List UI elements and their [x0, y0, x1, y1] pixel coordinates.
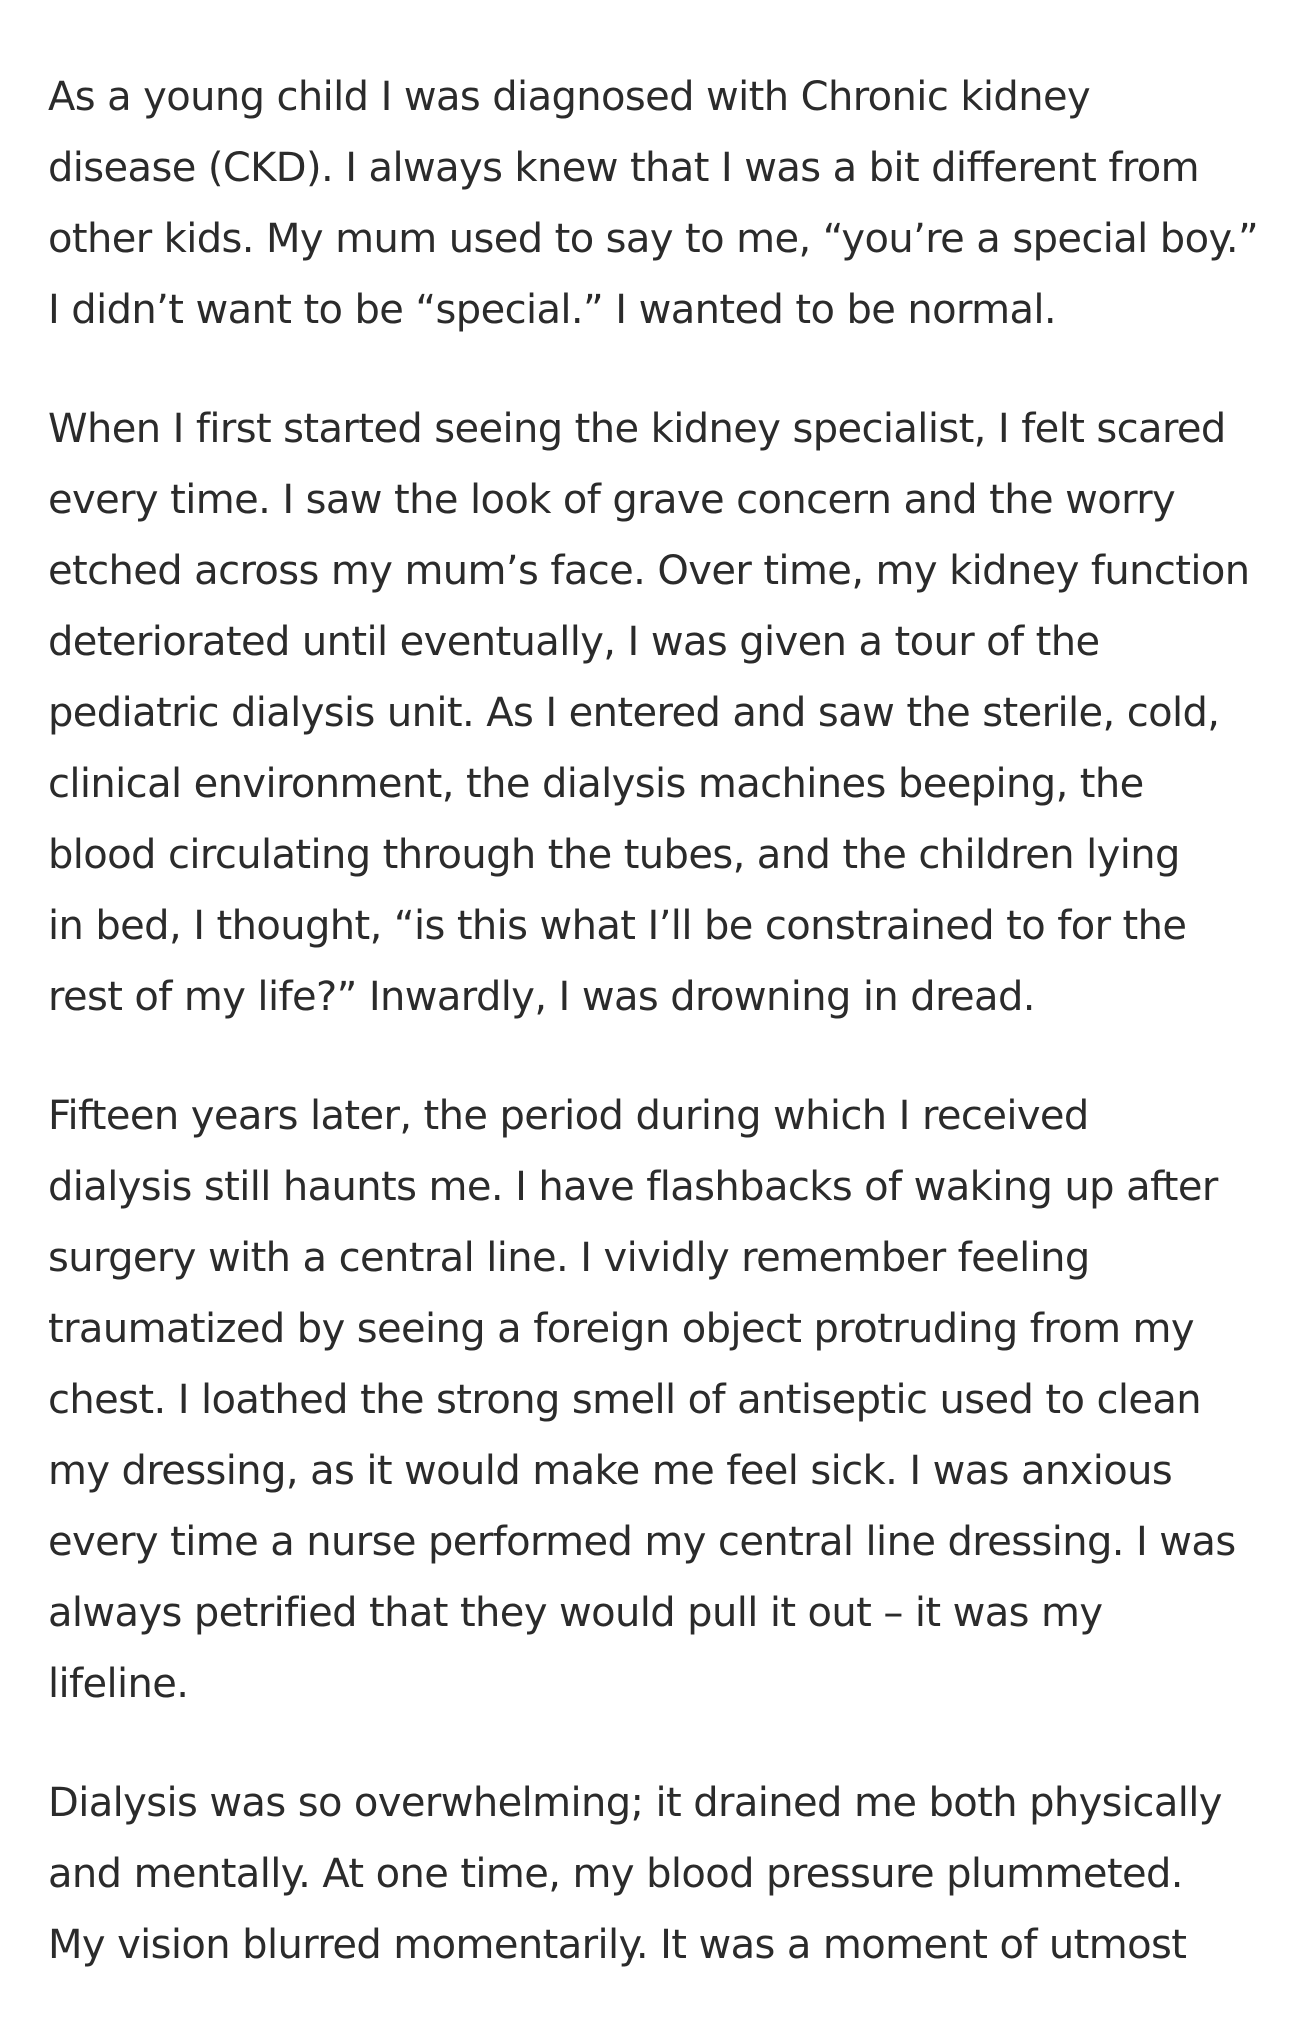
text-line: every time a nurse performed my central line dressing. I was [48, 1519, 1236, 1565]
paragraph-3 [48, 1081, 1264, 1720]
text-line: I didn’t want to be “special.” I wanted to be normal. [48, 287, 1057, 333]
text-line: As a young child I was diagnosed with Chronic kidney [48, 74, 1091, 120]
text-line: my dressing, as it would make me feel sick. I was anxious [48, 1448, 1173, 1494]
paragraph-4 [48, 1768, 1264, 1981]
text-line: blood circulating through the tubes, and the children lying [48, 832, 1180, 878]
text-line: dialysis still haunts me. I have flashbacks of waking up after [48, 1164, 1218, 1210]
text-line: every time. I saw the look of grave concern and the worry [48, 477, 1176, 523]
text-line: Fifteen years later, the period during which I received [48, 1093, 1089, 1139]
text-line: other kids. My mum used to say to me, “you’re a special boy.” [48, 216, 1259, 262]
paragraph-1 [48, 62, 1264, 346]
text-line: chest. I loathed the strong smell of antiseptic used to clean [48, 1377, 1202, 1423]
text-line: rest of my life?” Inwardly, I was drowning in dread. [48, 974, 1035, 1020]
text-line: clinical environment, the dialysis machines beeping, the [48, 761, 1144, 807]
text-line: disease (CKD). I always knew that I was a bit different from [48, 145, 1200, 191]
article-body [48, 62, 1264, 2029]
text-line: Dialysis was so overwhelming; it drained me both physically [48, 1780, 1222, 1826]
text-line: When I first started seeing the kidney specialist, I felt scared [48, 406, 1226, 452]
text-line: deteriorated until eventually, I was given a tour of the [48, 619, 1100, 665]
text-line: always petrified that they would pull it out – it was my [48, 1590, 1103, 1636]
paragraph-2 [48, 394, 1264, 1033]
text-line: etched across my mum’s face. Over time, my kidney function [48, 548, 1250, 594]
text-line: lifeline. [48, 1661, 189, 1707]
text-line: pediatric dialysis unit. As I entered and saw the sterile, cold, [48, 690, 1220, 736]
text-line: and mentally. At one time, my blood pressure plummeted. [48, 1851, 1183, 1897]
text-line: surgery with a central line. I vividly remember feeling [48, 1235, 1090, 1281]
text-line: traumatized by seeing a foreign object protruding from my [48, 1306, 1194, 1352]
text-line: in bed, I thought, “is this what I’ll be constrained to for the [48, 903, 1187, 949]
text-line: My vision blurred momentarily. It was a moment of utmost [48, 1922, 1187, 1968]
